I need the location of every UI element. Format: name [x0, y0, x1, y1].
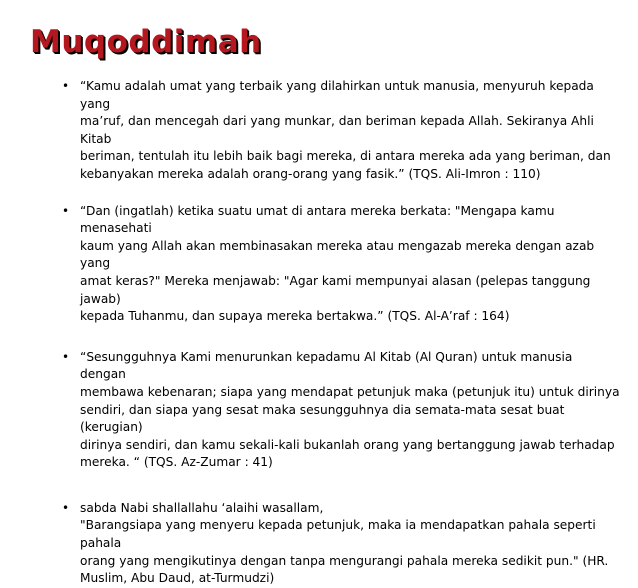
- bullet-text: “Dan (ingatlah) ketika suatu umat di antara mereka berkata: "Mengapa kamu menasehati kaum yang Allah akan membinasakan mereka atau mengazab mereka dengan azab yang amat keras?" Mereka menjawab: "Agar kami mempunyai alasan (pelepas tanggung jawab) kepada Tuhanmu, dan supaya mereka bertakwa.” (TQS. Al-A’raf : 164): [80, 203, 595, 324]
- slide-title: Muqoddimah: [30, 24, 262, 60]
- bullet-item: [62, 78, 620, 184]
- bullet-marker: •: [62, 79, 70, 93]
- bullet-item: [62, 203, 620, 326]
- bullet-text: “Kamu adalah umat yang terbaik yang dilahirkan untuk manusia, menyuruh kepada yang ma’ruf, dan mencegah dari yang munkar, dan beriman kepada Allah. Sekiranya Ahli Kitab beriman, tentulah itu lebih baik bagi mereka, di antara mereka ada yang beriman, dan kebanyakan mereka adalah orang-orang yang fasik.” (TQS. Ali-Imron : 110): [80, 79, 611, 181]
- bullet-marker: •: [62, 500, 70, 515]
- bullet-text: sabda Nabi shallallahu ‘alaihi wasallam, "Barangsiapa yang menyeru kepada petunjuk, maka ia mendapatkan pahala seperti pahala orang yang mengikutinya dengan tanpa mengurangi pahala mereka sedikit pun." (HR. Muslim, Abu Daud, at-Turmudzi): [80, 500, 609, 586]
- bullet-text: “Sesungguhnya Kami menurunkan kepadamu Al Kitab (Al Quran) untuk manusia dengan membawa kebenaran; siapa yang mendapat petunjuk maka (petunjuk itu) untuk dirinya sendiri, dan siapa yang sesat maka sesungguhnya dia semata-mata sesat buat (kerugian) dirinya sendiri, dan kamu sekali-kali bukanlah orang yang bertanggung jawab terhadap mereka. “ (TQS. Az-Zumar : 41): [80, 349, 620, 470]
- bullet-item: [62, 500, 620, 588]
- bullet-list: [62, 78, 620, 588]
- bullet-marker: •: [62, 203, 70, 218]
- bullet-item: [62, 349, 620, 472]
- bullet-marker: •: [62, 349, 70, 364]
